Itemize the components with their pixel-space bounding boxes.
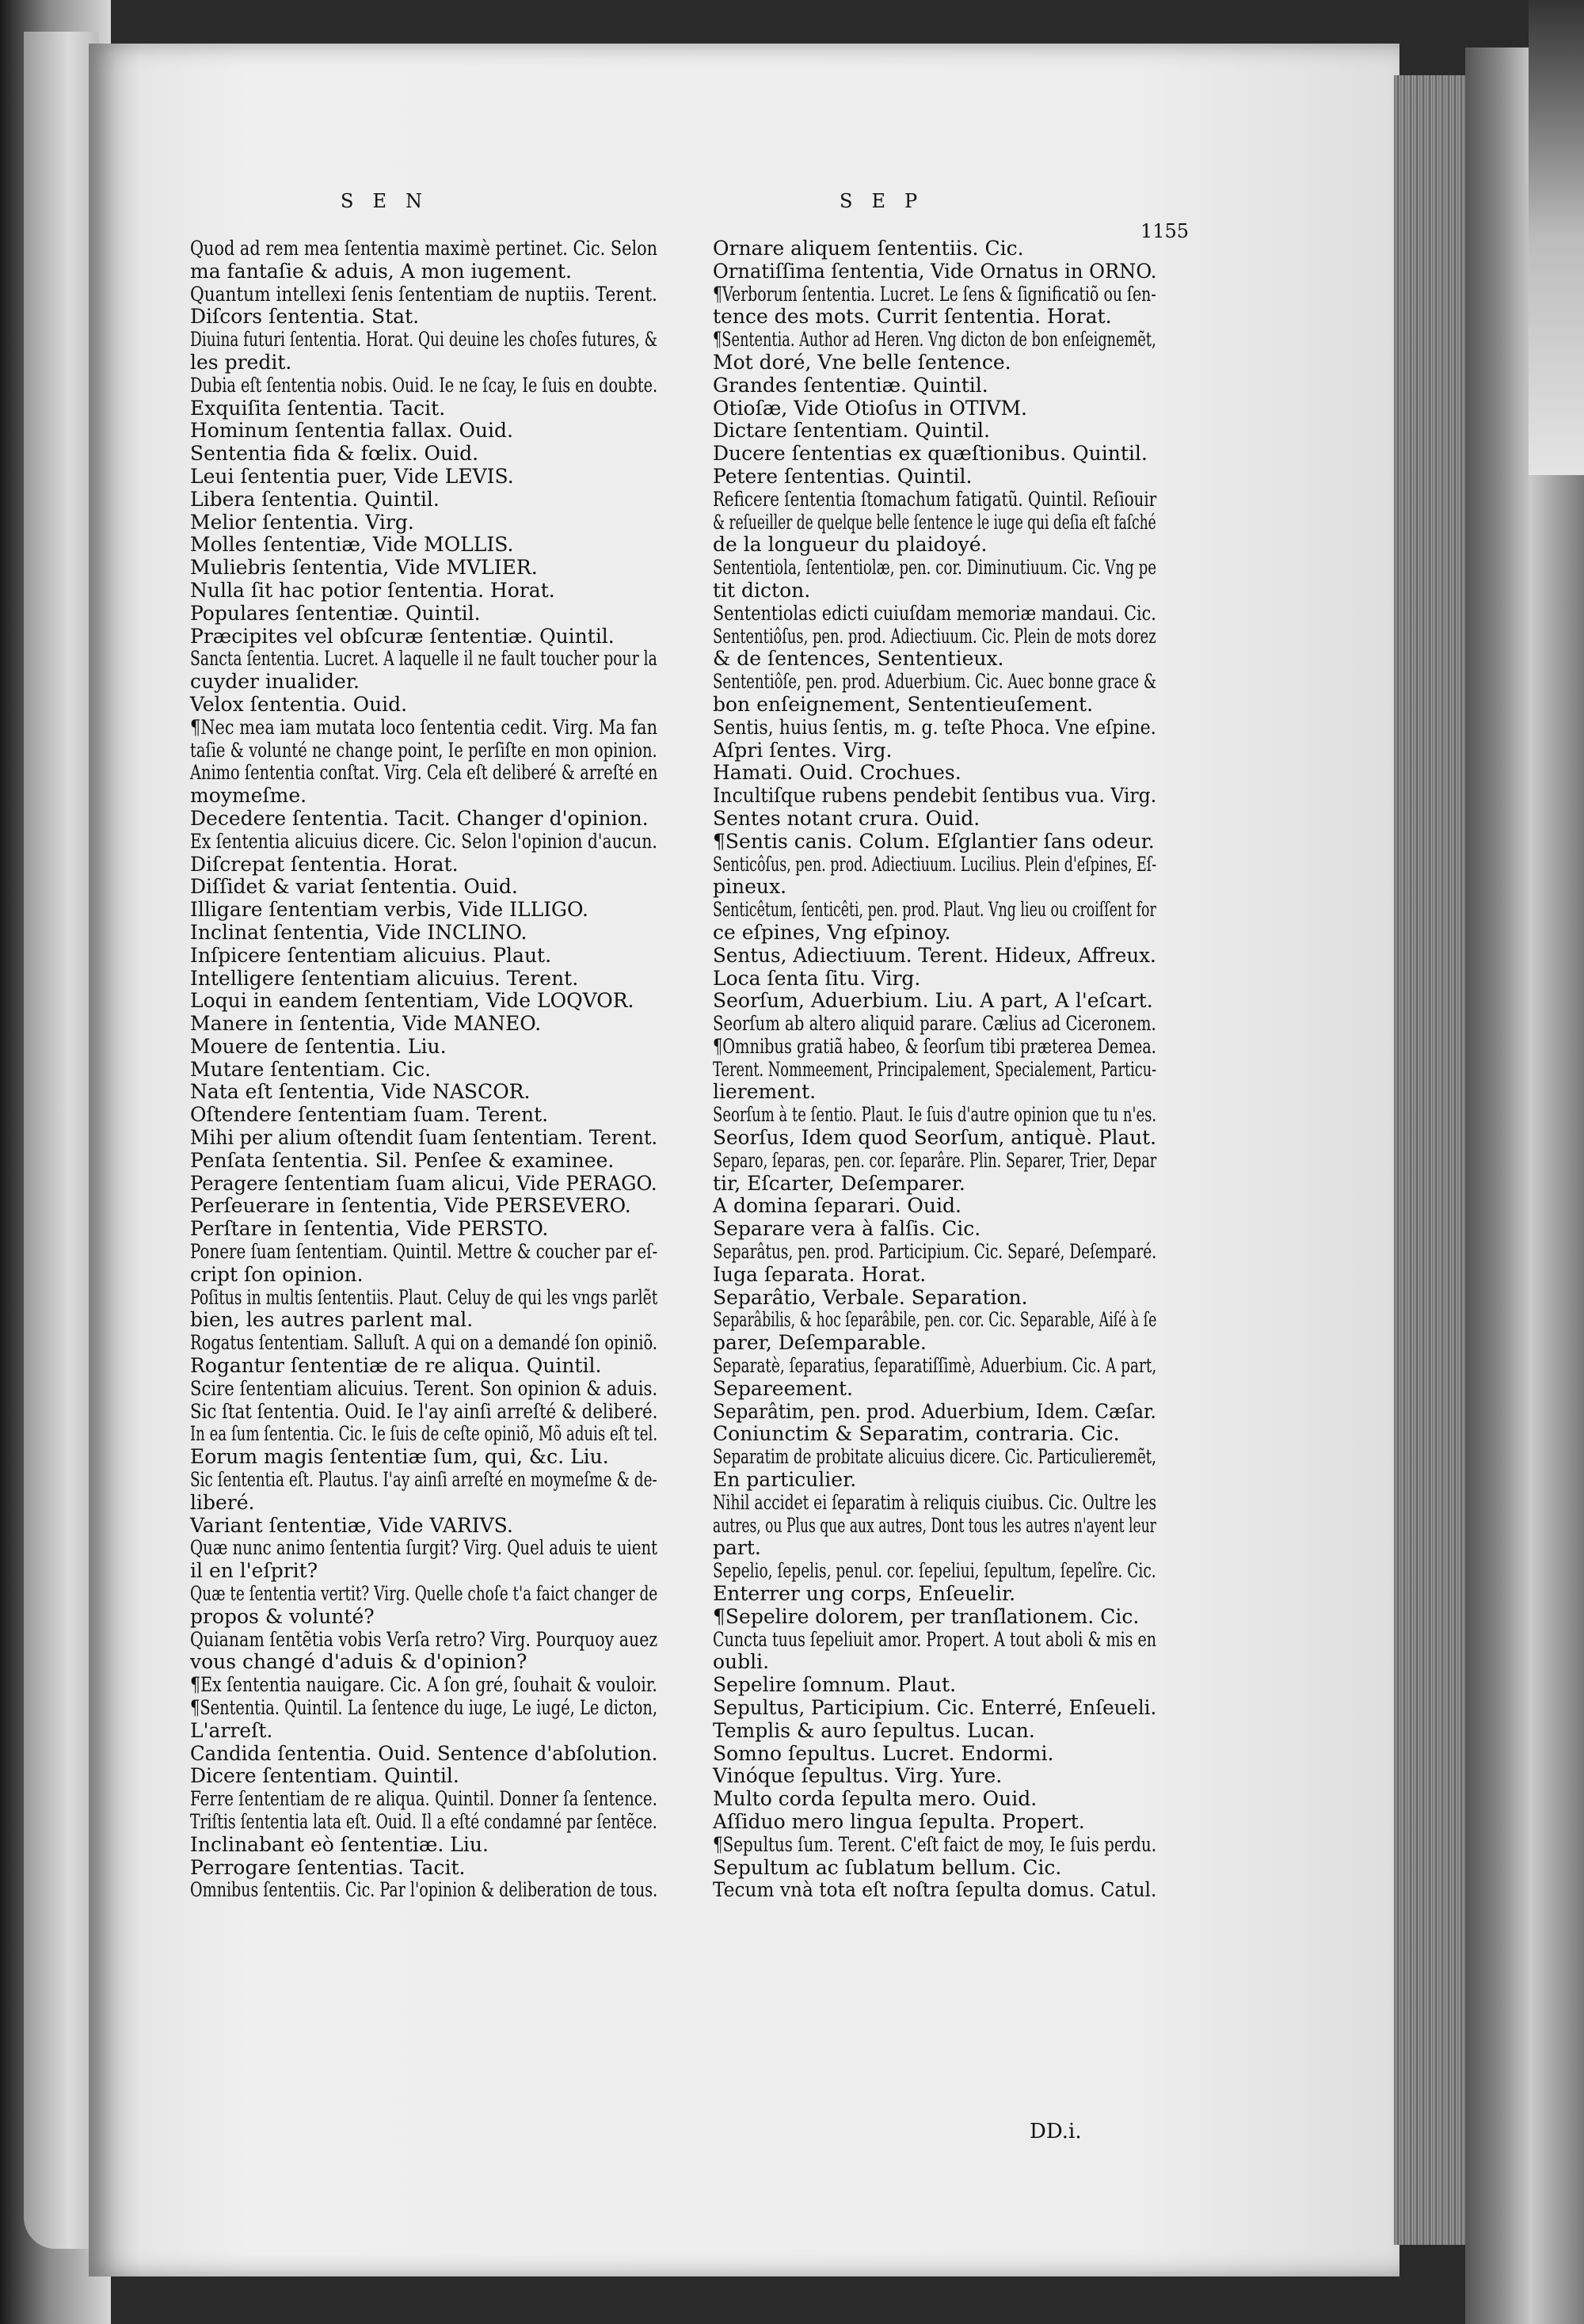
dictionary-line: Senticêtum, ſenticêti, pen. prod. Plaut. Vng lieu ou croiſſent for	[713, 898, 1156, 922]
dictionary-line: Sententiolas edicti cuiuſdam memoriæ mandaui. Cic.	[713, 601, 1156, 625]
dictionary-line: Ferre ſententiam de re aliqua. Quintil. Donner ſa ſentence.	[190, 1787, 657, 1811]
dictionary-line: ¶Sentis canis. Colum. Eſglantier ſans odeur.	[713, 829, 1155, 853]
dictionary-line: ce eſpines, Vng eſpinoy.	[713, 920, 951, 944]
dictionary-line: Quantum intellexi ſenis ſententiam de nuptiis. Terent.	[190, 282, 657, 306]
dictionary-line: Loqui in eandem ſententiam, Vide LOQVOR.	[190, 989, 634, 1013]
dictionary-line: Penſata ſententia. Sil. Penſee & examinee.	[190, 1148, 615, 1172]
dictionary-line: Separâtim, pen. prod. Aduerbium, Idem. Cæſar.	[713, 1399, 1156, 1423]
dictionary-line: Grandes ſententiæ. Quintil.	[713, 373, 988, 397]
dictionary-line: Inſpicere ſententiam alicuius. Plaut.	[190, 943, 552, 967]
dictionary-line: liberé.	[190, 1490, 255, 1514]
dictionary-line: tence des mots. Currit ſententia. Horat.	[713, 305, 1112, 329]
dictionary-line: Sic ſententia eſt. Plautus. I'ay ainſi arreſté en moymeſme & de-	[190, 1468, 657, 1492]
dictionary-line: En particulier.	[713, 1468, 857, 1492]
dictionary-line: Otioſæ, Vide Otioſus in OTIVM.	[713, 396, 1027, 420]
dictionary-line: Quod ad rem mea ſententia maximè pertinet. Cic. Selon	[190, 237, 658, 260]
dictionary-line: ¶Nec mea iam mutata loco ſententia cedit. Virg. Ma fan	[190, 715, 658, 739]
dictionary-line: propos & volunté?	[190, 1604, 375, 1628]
dictionary-line: Sententiôſus, pen. prod. Adiectiuum. Cic. Plein de mots dorez	[713, 624, 1156, 648]
dictionary-line: Sepelio, ſepelis, penul. cor. ſepeliui, ſepultum, ſepelîre. Cic.	[713, 1559, 1156, 1583]
dictionary-line: Diſcrepat ſententia. Horat.	[190, 852, 459, 876]
dictionary-line: les predit.	[190, 350, 292, 374]
dictionary-line: Hominum ſententia fallax. Ouid.	[190, 419, 513, 443]
dictionary-line: ¶Sententia. Author ad Heren. Vng dicton de bon enſeignemẽt,	[713, 328, 1156, 352]
dictionary-line: Triſtis ſententia lata eſt. Ouid. Il a eſté condamné par ſentẽce.	[190, 1809, 657, 1833]
right-running-head: SEP	[840, 190, 937, 212]
dictionary-line: Velox ſententia. Ouid.	[190, 692, 408, 716]
dictionary-line: Sententia fida & fœlix. Ouid.	[190, 442, 479, 466]
dictionary-line: moymeſme.	[190, 784, 307, 808]
dictionary-line: Diuina futuri ſententia. Horat. Qui deuine les choſes futures, &	[190, 328, 658, 352]
dictionary-line: Templis & auro ſepultus. Lucan.	[713, 1718, 1035, 1742]
dictionary-line: Quæ nunc animo ſententia ſurgit? Virg. Quel aduis te uient	[190, 1536, 658, 1560]
dictionary-line: Hamati. Ouid. Crochues.	[713, 761, 961, 785]
dictionary-line: Illigare ſententiam verbis, Vide ILLIGO.	[190, 898, 589, 922]
dictionary-line: Scire ſententiam alicuius. Terent. Son opinion & aduis.	[190, 1376, 658, 1400]
dictionary-line: vous changé d'aduis & d'opinion?	[190, 1650, 527, 1674]
dictionary-line: Mot doré, Vne belle ſentence.	[713, 350, 1011, 374]
dictionary-line: In ea ſum ſententia. Cic. Ie ſuis de ceſte opiniõ, Mõ aduis eſt tel.	[190, 1422, 658, 1446]
dictionary-line: Reficere ſententia ſtomachum fatigatũ. Quintil. Reſiouir	[713, 487, 1157, 511]
dictionary-line: Rogantur ſententiæ de re aliqua. Quintil.	[190, 1354, 602, 1378]
signature-mark: DD.i.	[1030, 2120, 1082, 2143]
dictionary-line: Omnibus ſententiis. Cic. Par l'opinion & deliberation de tous.	[190, 1878, 658, 1902]
dictionary-line: Inclinabant eò ſententiæ. Liu.	[190, 1832, 489, 1856]
dictionary-line: Eorum magis ſententiæ ſum, qui, &c. Liu.	[190, 1445, 609, 1469]
dictionary-line: L'arreſt.	[190, 1718, 273, 1742]
dictionary-line: Dictare ſententiam. Quintil.	[713, 419, 990, 443]
dictionary-line: Sententiôſe, pen. prod. Aduerbium. Cic. Auec bonne grace &	[713, 670, 1157, 694]
dictionary-line: Separâbilis, & hoc ſeparâbile, pen. cor. Cic. Separable, Aiſé à ſe	[713, 1308, 1157, 1332]
dictionary-line: part.	[713, 1536, 761, 1560]
right-column	[713, 238, 1156, 1902]
dictionary-line: Diſcors ſententia. Stat.	[190, 305, 420, 329]
dictionary-line: bon enſeignement, Sententieuſement.	[713, 692, 1094, 716]
dictionary-line: autres, ou Plus que aux autres, Dont tous les autres n'ayent leur	[713, 1513, 1156, 1537]
dictionary-line: Senticôſus, pen. prod. Adiectiuum. Lucilius. Plein d'eſpines, Eſ-	[713, 852, 1157, 876]
dictionary-line: Manere in ſententia, Vide MANEO.	[190, 1012, 542, 1036]
dictionary-line: Dicere ſententiam. Quintil.	[190, 1764, 459, 1788]
dictionary-line: Libera ſententia. Quintil.	[190, 487, 440, 511]
dictionary-line: de la longueur du plaidoyé.	[713, 533, 988, 557]
dictionary-line: oubli.	[713, 1650, 770, 1674]
dictionary-line: taſie & volunté ne change point, Ie perſiſte en mon opinion.	[190, 738, 657, 762]
dictionary-line: Melior ſententia. Virg.	[190, 510, 414, 534]
dictionary-line: Poſitus in multis ſententiis. Plaut. Celuy de qui les vngs parlẽt	[190, 1285, 658, 1309]
dictionary-line: Quianam ſentẽtia vobis Verſa retro? Virg. Pourquoy auez	[190, 1627, 658, 1651]
dictionary-line: Præcipites vel obſcuræ ſententiæ. Quintil.	[190, 624, 615, 648]
dictionary-line: Somno ſepultus. Lucret. Endormi.	[713, 1741, 1054, 1765]
dictionary-line: Decedere ſententia. Tacit. Changer d'opinion.	[190, 806, 649, 830]
dictionary-line: Enterrer ung corps, Enſeuelir.	[713, 1582, 1016, 1606]
dictionary-line: Tecum vnà tota eſt noſtra ſepulta domus. Catul.	[713, 1878, 1157, 1902]
dictionary-line: Variant ſententiæ, Vide VARIVS.	[190, 1513, 513, 1537]
dictionary-line: Multo corda ſepulta mero. Ouid.	[713, 1787, 1038, 1811]
dictionary-line: Vinóque ſepultus. Virg. Yure.	[713, 1764, 1003, 1788]
dictionary-line: Seorſus, Idem quod Seorſum, antiquè. Plaut.	[713, 1126, 1156, 1150]
dictionary-line: Incultiſque rubens pendebit ſentibus vua. Virg.	[713, 784, 1157, 808]
left-page-edge	[24, 32, 99, 2249]
dictionary-line: Perrogare ſententias. Tacit.	[190, 1855, 466, 1879]
dictionary-line: Nulla ſit hac potior ſententia. Horat.	[190, 578, 555, 602]
dictionary-line: Sentes notant crura. Ouid.	[713, 806, 980, 830]
dictionary-line: Terent. Nommeement, Principalement, Specialement, Particu-	[713, 1057, 1157, 1081]
dictionary-line: Ponere ſuam ſententiam. Quintil. Mettre & coucher par eſ-	[190, 1240, 658, 1264]
dictionary-line: & de ſentences, Sententieux.	[713, 647, 1004, 671]
dictionary-line: Peragere ſententiam ſuam alicui, Vide PERAGO.	[190, 1171, 657, 1195]
dictionary-line: ¶Sententia. Quintil. La ſentence du iuge, Le iugé, Le dicton,	[190, 1696, 658, 1719]
dictionary-line: Sancta ſententia. Lucret. A laquelle il ne fault toucher pour la	[190, 647, 657, 671]
left-column	[190, 238, 657, 1902]
dictionary-line: Ducere ſententias ex quæſtionibus. Quintil.	[713, 442, 1148, 466]
dictionary-line: pineux.	[713, 875, 787, 899]
dictionary-line: Leui ſententia puer, Vide LEVIS.	[190, 464, 514, 488]
dictionary-line: Candida ſententia. Ouid. Sentence d'abſolution.	[190, 1741, 658, 1765]
dictionary-line: Petere ſententias. Quintil.	[713, 464, 973, 488]
dictionary-line: Iuga ſeparata. Horat.	[713, 1262, 927, 1286]
dictionary-line: Separatè, ſeparatius, ſeparatiſſimè, Aduerbium. Cic. A part,	[713, 1354, 1157, 1378]
dictionary-line: Nata eſt ſententia, Vide NASCOR.	[190, 1080, 531, 1104]
dictionary-line: Separeement.	[713, 1376, 853, 1400]
dictionary-line: Loca ſenta ſitu. Virg.	[713, 966, 921, 990]
left-running-head: SEN	[341, 190, 441, 212]
dictionary-line: Muliebris ſententia, Vide MVLIER.	[190, 556, 538, 580]
dictionary-line: bien, les autres parlent mal.	[190, 1308, 474, 1332]
dictionary-line: Mutare ſententiam. Cic.	[190, 1057, 432, 1081]
dictionary-line: Aſſiduo mero lingua ſepulta. Propert.	[713, 1809, 1085, 1833]
dictionary-line: Cuncta tuus ſepeliuit amor. Propert. A tout aboli & mis en	[713, 1627, 1157, 1651]
dictionary-line: Mouere de ſententia. Liu.	[190, 1034, 447, 1058]
dictionary-line: Inclinat ſententia, Vide INCLINO.	[190, 920, 527, 944]
dictionary-line: tir, Eſcarter, Deſemparer.	[713, 1171, 965, 1195]
dictionary-line: & reſueiller de quelque belle ſentence le iuge qui deſia eſt faſché	[713, 510, 1156, 534]
dictionary-line: Seorſum à te ſentio. Plaut. Ie ſuis d'autre opinion que tu n'es.	[713, 1103, 1157, 1127]
dictionary-line: lierement.	[713, 1080, 817, 1104]
dictionary-line: Separatim de probitate alicuius dicere. Cic. Particulieremẽt,	[713, 1445, 1156, 1469]
dictionary-line: cript ſon opinion.	[190, 1262, 364, 1286]
dictionary-line: Separâtus, pen. prod. Participium. Cic. Separé, Deſemparé.	[713, 1240, 1157, 1264]
dictionary-line: Mihi per alium oſtendit ſuam ſententiam. Terent.	[190, 1126, 658, 1150]
dictionary-line: Separo, ſeparas, pen. cor. ſeparâre. Plin. Separer, Trier, Depar	[713, 1148, 1157, 1172]
dictionary-line: ¶Sepelire dolorem, per tranſlationem. Cic.	[713, 1604, 1140, 1628]
dictionary-line: cuyder inualider.	[190, 670, 360, 694]
dictionary-line: Seorſum ab altero aliquid parare. Cælius ad Ciceronem.	[713, 1012, 1156, 1036]
dictionary-line: Seorſum, Aduerbium. Liu. A part, A l'eſcart.	[713, 989, 1153, 1013]
dictionary-line: tit dicton.	[713, 578, 811, 602]
dictionary-line: Molles ſententiæ, Vide MOLLIS.	[190, 533, 514, 557]
dictionary-line: Diſſidet & variat ſententia. Ouid.	[190, 875, 518, 899]
dictionary-line: ¶Sepultus ſum. Terent. C'eſt faict de moy, Ie ſuis perdu.	[713, 1832, 1157, 1856]
dictionary-line: parer, Deſemparable.	[713, 1331, 927, 1355]
dictionary-line: Animo ſententia conſtat. Virg. Cela eſt deliberé & arreſté en	[190, 761, 658, 785]
dictionary-line: Dubia eſt ſententia nobis. Ouid. Ie ne ſcay, Ie ſuis en doubte.	[190, 373, 658, 397]
dictionary-line: Sepelire ſomnum. Plaut.	[713, 1673, 957, 1697]
dictionary-line: Ex ſententia alicuius dicere. Cic. Selon l'opinion d'aucun.	[190, 829, 657, 853]
dictionary-line: Sentus, Adiectiuum. Terent. Hideux, Affreux.	[713, 943, 1156, 967]
dictionary-line: Oſtendere ſententiam ſuam. Terent.	[190, 1103, 549, 1127]
dictionary-line: Intelligere ſententiam alicuius. Terent.	[190, 966, 579, 990]
dictionary-line: Aſpri ſentes. Virg.	[713, 738, 893, 762]
dictionary-line: Perſeuerare in ſententia, Vide PERSEVERO.	[190, 1194, 631, 1218]
dictionary-line: ¶Ex ſententia nauigare. Cic. A ſon gré, ſouhait & vouloir.	[190, 1673, 657, 1697]
dictionary-line: A domina ſeparari. Ouid.	[713, 1194, 961, 1218]
page-edges	[1394, 75, 1465, 2245]
dictionary-line: Coniunctim & Separatim, contraria. Cic.	[713, 1422, 1120, 1446]
spine-top	[1529, 0, 1584, 475]
dictionary-line: Exquiſita ſententia. Tacit.	[190, 396, 446, 420]
dictionary-line: Rogatus ſententiam. Salluſt. A qui on a demandé ſon opiniõ.	[190, 1331, 657, 1355]
dictionary-line: Perſtare in ſententia, Vide PERSTO.	[190, 1217, 549, 1241]
dictionary-line: ¶Verborum ſententia. Lucret. Le ſens & ſignificatiõ ou ſen-	[713, 282, 1156, 306]
dictionary-line: Sententiola, ſententiolæ, pen. cor. Diminutiuum. Cic. Vng pe	[713, 556, 1157, 580]
dictionary-line: Separâtio, Verbale. Separation.	[713, 1285, 1028, 1309]
dictionary-line: Sentis, huius ſentis, m. g. teſte Phoca. Vne eſpine.	[713, 715, 1156, 739]
dictionary-line: il en l'eſprit?	[190, 1559, 318, 1583]
dictionary-line: ¶Omnibus gratiã habeo, & ſeorſum tibi præterea Demea.	[713, 1034, 1156, 1058]
dictionary-line: ma fantaſie & aduis, A mon iugement.	[190, 259, 572, 283]
dictionary-line: Nihil accidet ei ſeparatim à reliquis ciuibus. Cic. Oultre les	[713, 1490, 1157, 1514]
dictionary-line: Sepultus, Participium. Cic. Enterré, Enſeueli.	[713, 1696, 1157, 1719]
dictionary-line: Populares ſententiæ. Quintil.	[190, 601, 481, 625]
dictionary-line: Sepultum ac ſublatum bellum. Cic.	[713, 1855, 1062, 1879]
dictionary-line: Separare vera à falſis. Cic.	[713, 1217, 981, 1241]
dictionary-line: Ornare aliquem ſententiis. Cic.	[713, 237, 1024, 260]
dictionary-line: Quæ te ſententia vertit? Virg. Quelle choſe t'a faict changer de	[190, 1582, 658, 1606]
dictionary-line: Sic ſtat ſententia. Ouid. Ie l'ay ainſi arreſté & deliberé.	[190, 1399, 658, 1423]
page-number: 1155	[1140, 220, 1190, 242]
dictionary-line: Ornatiſſima ſententia, Vide Ornatus in ORNO.	[713, 259, 1157, 283]
